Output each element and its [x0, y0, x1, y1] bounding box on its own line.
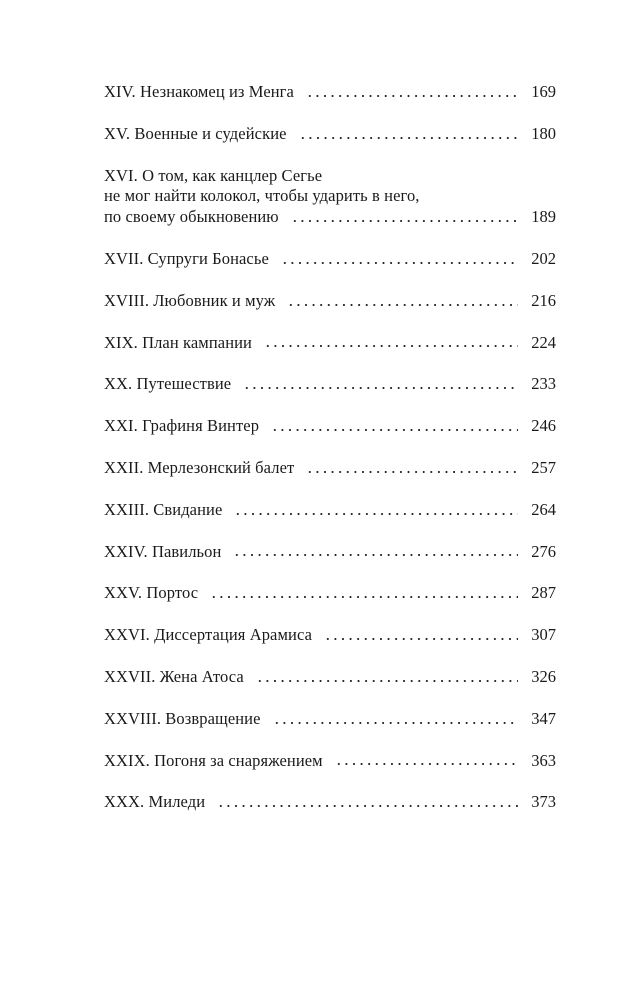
dot-leader: [306, 94, 518, 98]
chapter-title: XVII. Супруги Бонасье: [104, 248, 269, 268]
toc-entry: [104, 583, 556, 604]
chapter-title: XVIII. Любовник и муж: [104, 290, 276, 310]
dot-leader: [324, 637, 518, 641]
toc-entry-line: [104, 709, 556, 730]
dot-leader: [217, 804, 518, 808]
page-number: 257: [531, 457, 556, 477]
dot-leader: [291, 219, 518, 223]
toc-entry: [104, 667, 556, 688]
page-number: 287: [531, 583, 556, 603]
toc-entry: [104, 709, 556, 730]
toc-entry: [104, 333, 556, 354]
toc-entry-line: [104, 186, 556, 207]
page-number: 276: [531, 541, 556, 561]
dot-leader: [264, 344, 518, 348]
table-of-contents: [104, 82, 556, 834]
toc-entry-line: [104, 583, 556, 604]
page-number: 363: [531, 750, 556, 770]
page-number: 224: [531, 332, 556, 352]
toc-entry-line: [104, 458, 556, 479]
dot-leader: [210, 595, 518, 599]
toc-entry-line: [104, 542, 556, 563]
page-number: 246: [531, 416, 556, 436]
toc-entry: [104, 500, 556, 521]
page-number: 169: [531, 82, 556, 101]
dot-leader: [271, 428, 518, 432]
page-number: 326: [531, 666, 556, 686]
chapter-title: XXVI. Диссертация Арамиса: [104, 625, 313, 645]
toc-entry: [104, 416, 556, 437]
toc-entry-line: [104, 667, 556, 688]
page-number: 373: [531, 792, 556, 812]
toc-entry: [104, 751, 556, 772]
dot-leader: [287, 303, 518, 307]
chapter-title: XXVIII. Возвращение: [104, 708, 261, 728]
toc-entry: [104, 82, 556, 103]
toc-entry-line: [104, 291, 556, 312]
dot-leader: [234, 512, 518, 516]
toc-entry: [104, 625, 556, 646]
toc-entry-line: [104, 500, 556, 521]
page-number: 264: [531, 499, 556, 519]
page-number: 233: [531, 374, 556, 394]
dot-leader: [233, 553, 518, 557]
chapter-title: XXVII. Жена Атоса: [104, 666, 244, 686]
toc-entry: [104, 124, 556, 145]
chapter-title: XXII. Мерлезонский балет: [104, 457, 295, 477]
page-number: 202: [531, 248, 556, 268]
toc-entry: [104, 291, 556, 312]
toc-entry: [104, 374, 556, 395]
toc-entry-line: [104, 416, 556, 437]
toc-entry: [104, 166, 556, 228]
chapter-title: XV. Военные и судейские: [104, 123, 287, 143]
chapter-title: XXX. Миледи: [104, 792, 206, 812]
toc-entry-line: [104, 82, 556, 103]
toc-entry-line: [104, 792, 556, 813]
toc-entry-line: [104, 207, 556, 228]
toc-entry-line: [104, 333, 556, 354]
page-number: 307: [531, 625, 556, 645]
page-number: 347: [531, 708, 556, 728]
toc-entry: [104, 249, 556, 270]
toc-entry-line: [104, 124, 556, 145]
toc-entry-line: [104, 249, 556, 270]
chapter-title: XXV. Портос: [104, 583, 199, 603]
dot-leader: [256, 679, 518, 683]
chapter-title: XXIX. Погоня за снаряжением: [104, 750, 323, 770]
toc-entry: [104, 792, 556, 813]
dot-leader: [273, 721, 518, 725]
chapter-title: XXIV. Павильон: [104, 541, 222, 561]
chapter-title: XX. Путешествие: [104, 374, 232, 394]
toc-entry-line: [104, 625, 556, 646]
chapter-title: XIX. План кампании: [104, 332, 252, 352]
dot-leader: [243, 386, 518, 390]
toc-entry-line: [104, 374, 556, 395]
chapter-title: не мог найти колокол, чтобы ударить в него,: [104, 186, 420, 206]
toc-entry-line: [104, 751, 556, 772]
toc-entry: [104, 542, 556, 563]
dot-leader: [281, 261, 518, 265]
chapter-title: XXIII. Свидание: [104, 499, 223, 519]
chapter-title: XXI. Графиня Винтер: [104, 416, 260, 436]
chapter-title: по своему обыкновению: [104, 207, 279, 227]
toc-entry: [104, 458, 556, 479]
chapter-title: XVI. О том, как канцлер Сегье: [104, 165, 323, 185]
dot-leader: [335, 762, 518, 766]
toc-entry-line: [104, 166, 556, 187]
page-number: 180: [531, 123, 556, 143]
chapter-title: XIV. Незнакомец из Менга: [104, 82, 294, 101]
dot-leader: [299, 136, 518, 140]
page-number: 216: [531, 290, 556, 310]
dot-leader: [306, 470, 518, 474]
page-number: 189: [531, 207, 556, 227]
